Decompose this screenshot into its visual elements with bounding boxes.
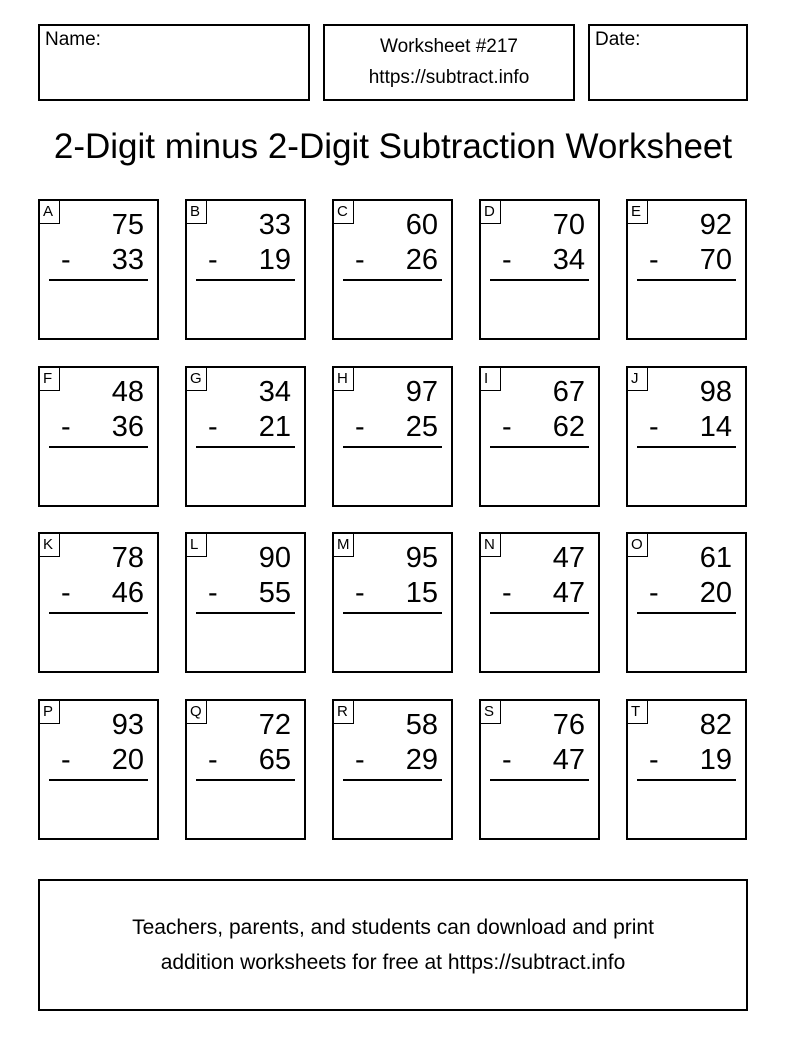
subtrahend: 26 [405, 244, 438, 276]
minuend: 93 [111, 709, 144, 741]
answer-line [490, 779, 589, 781]
problem-label: P [40, 701, 60, 724]
answer-line [490, 279, 589, 281]
minuend: 92 [699, 209, 732, 241]
problem-label: A [40, 201, 60, 224]
problem-label: J [628, 368, 648, 391]
date-field[interactable] [588, 24, 748, 101]
minuend: 47 [552, 542, 585, 574]
answer-line [49, 446, 148, 448]
minus-sign: - [502, 411, 512, 443]
minuend: 78 [111, 542, 144, 574]
minus-sign: - [208, 244, 218, 276]
problem-k[interactable] [38, 532, 159, 673]
answer-line [49, 779, 148, 781]
minus-sign: - [208, 577, 218, 609]
problem-d[interactable] [479, 199, 600, 340]
problem-label: T [628, 701, 648, 724]
answer-line [343, 446, 442, 448]
minuend: 75 [111, 209, 144, 241]
answer-line [196, 279, 295, 281]
problem-l[interactable] [185, 532, 306, 673]
subtrahend: 46 [111, 577, 144, 609]
problem-label: K [40, 534, 60, 557]
subtrahend: 20 [111, 744, 144, 776]
answer-line [637, 612, 736, 614]
minuend: 34 [258, 376, 291, 408]
problem-j[interactable] [626, 366, 747, 507]
minus-sign: - [649, 411, 659, 443]
problem-label: I [481, 368, 501, 391]
footer-line-2: addition worksheets for free at https://subtract.info [160, 951, 626, 974]
subtrahend: 15 [405, 577, 438, 609]
minuend: 76 [552, 709, 585, 741]
subtrahend: 20 [699, 577, 732, 609]
subtrahend: 34 [552, 244, 585, 276]
date-label: Date: [595, 29, 641, 50]
problem-label: Q [187, 701, 207, 724]
answer-line [196, 612, 295, 614]
minus-sign: - [61, 577, 71, 609]
minus-sign: - [649, 577, 659, 609]
subtrahend: 65 [258, 744, 291, 776]
minuend: 82 [699, 709, 732, 741]
minus-sign: - [502, 244, 512, 276]
name-label: Name: [45, 29, 101, 50]
subtrahend: 33 [111, 244, 144, 276]
problem-a[interactable] [38, 199, 159, 340]
problem-label: E [628, 201, 648, 224]
problem-label: F [40, 368, 60, 391]
problem-label: R [334, 701, 354, 724]
minuend: 58 [405, 709, 438, 741]
subtrahend: 55 [258, 577, 291, 609]
problem-c[interactable] [332, 199, 453, 340]
answer-line [637, 279, 736, 281]
worksheet-info-box [323, 24, 575, 101]
minuend: 33 [258, 209, 291, 241]
minuend: 90 [258, 542, 291, 574]
minus-sign: - [208, 411, 218, 443]
minuend: 95 [405, 542, 438, 574]
problem-i[interactable] [479, 366, 600, 507]
minuend: 60 [405, 209, 438, 241]
subtrahend: 47 [552, 744, 585, 776]
minuend: 67 [552, 376, 585, 408]
problem-b[interactable] [185, 199, 306, 340]
minus-sign: - [355, 577, 365, 609]
subtrahend: 36 [111, 411, 144, 443]
answer-line [490, 612, 589, 614]
answer-line [196, 446, 295, 448]
problem-h[interactable] [332, 366, 453, 507]
minus-sign: - [61, 411, 71, 443]
answer-line [637, 779, 736, 781]
answer-line [343, 612, 442, 614]
problem-label: L [187, 534, 207, 557]
footer-note [38, 879, 748, 1011]
problem-label: H [334, 368, 354, 391]
footer-line-1: Teachers, parents, and students can download and print [132, 916, 654, 939]
minuend: 70 [552, 209, 585, 241]
problem-g[interactable] [185, 366, 306, 507]
problem-t[interactable] [626, 699, 747, 840]
answer-line [343, 779, 442, 781]
minuend: 48 [111, 376, 144, 408]
subtrahend: 62 [552, 411, 585, 443]
problem-f[interactable] [38, 366, 159, 507]
minus-sign: - [355, 744, 365, 776]
answer-line [49, 612, 148, 614]
page-title: 2-Digit minus 2-Digit Subtraction Worksheet [53, 127, 733, 166]
name-field[interactable] [38, 24, 310, 101]
minuend: 72 [258, 709, 291, 741]
minus-sign: - [61, 744, 71, 776]
problem-label: M [334, 534, 354, 557]
minus-sign: - [649, 744, 659, 776]
subtrahend: 14 [699, 411, 732, 443]
problem-q[interactable] [185, 699, 306, 840]
problem-p[interactable] [38, 699, 159, 840]
problem-label: S [481, 701, 501, 724]
minuend: 98 [699, 376, 732, 408]
subtrahend: 29 [405, 744, 438, 776]
minus-sign: - [355, 244, 365, 276]
minuend: 61 [699, 542, 732, 574]
problem-label: O [628, 534, 648, 557]
minus-sign: - [208, 744, 218, 776]
answer-line [49, 279, 148, 281]
problem-e[interactable] [626, 199, 747, 340]
subtrahend: 21 [258, 411, 291, 443]
subtrahend: 19 [699, 744, 732, 776]
problem-m[interactable] [332, 532, 453, 673]
subtrahend: 70 [699, 244, 732, 276]
subtrahend: 25 [405, 411, 438, 443]
answer-line [490, 446, 589, 448]
minus-sign: - [502, 744, 512, 776]
answer-line [196, 779, 295, 781]
problem-s[interactable] [479, 699, 600, 840]
worksheet-url: https://subtract.info [368, 67, 530, 88]
subtrahend: 47 [552, 577, 585, 609]
minus-sign: - [355, 411, 365, 443]
problem-label: N [481, 534, 501, 557]
minus-sign: - [61, 244, 71, 276]
problem-r[interactable] [332, 699, 453, 840]
problem-label: D [481, 201, 501, 224]
problem-label: B [187, 201, 207, 224]
subtrahend: 19 [258, 244, 291, 276]
problem-n[interactable] [479, 532, 600, 673]
problem-label: C [334, 201, 354, 224]
worksheet-number: Worksheet #217 [379, 36, 518, 57]
minuend: 97 [405, 376, 438, 408]
answer-line [343, 279, 442, 281]
minus-sign: - [502, 577, 512, 609]
problem-o[interactable] [626, 532, 747, 673]
answer-line [637, 446, 736, 448]
minus-sign: - [649, 244, 659, 276]
problem-label: G [187, 368, 207, 391]
